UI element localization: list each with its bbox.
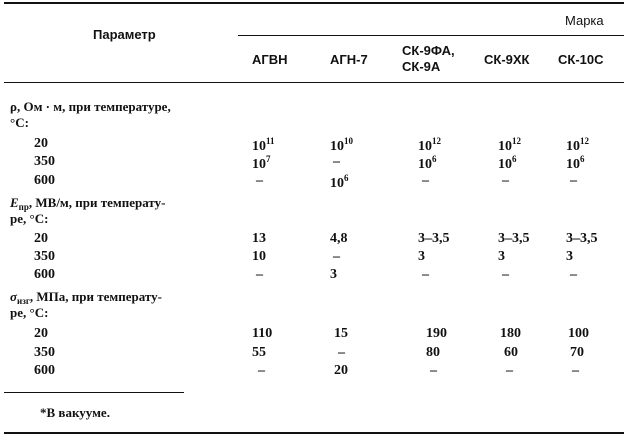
section-epr-unit: ре, °С: [10,211,49,226]
header-bottom-rule [4,82,624,83]
section-sigma-label: $\sigma_{изг}$, МПа, при температу- [10,289,162,306]
group-header: Марка [565,13,604,28]
table-cell: $10^{12}$ [566,136,589,154]
table-cell: – [333,249,340,264]
table-cell: 3 [330,267,337,282]
footnote: *В вакууме. [40,405,110,420]
table-cell: $10^{11}$ [252,136,275,154]
table-cell: – [572,363,579,378]
table-cell: $10^6$ [330,173,349,191]
table-cell: 4,8 [330,231,348,246]
rho-temp-350: 350 [34,154,55,169]
epr-temp-350: 350 [34,249,55,264]
col-header-sk9fa: СК-9ФА, [402,43,455,58]
table-cell: $10^6$ [498,154,517,172]
table-cell: 3 [498,249,505,264]
table-cell: – [422,267,429,282]
section-sigma-unit: ре, °С: [10,305,49,320]
table-cell: $10^{10}$ [330,136,353,154]
col-header-sk9hk: СК-9ХК [484,52,530,67]
table-cell: 60 [504,345,518,360]
table-cell: 110 [252,326,273,341]
table-cell: 3 [566,249,573,264]
section-rho-label: ρ, Ом · м, при температуре, [10,99,171,114]
col-header-agvn: АГВН [252,52,288,67]
table-cell: 55 [252,345,266,360]
table-cell: 13 [252,231,266,246]
epr-temp-600: 600 [34,267,55,282]
table-cell: – [502,173,509,188]
table-cell: 3–3,5 [498,231,530,246]
table-cell: $10^7$ [252,154,271,172]
table-cell: – [258,363,265,378]
table-cell: $10^{12}$ [498,136,521,154]
col-header-sk10s: СК-10С [558,52,604,67]
table-cell: – [333,154,340,169]
table-cell: – [570,267,577,282]
table-cell: 80 [426,345,440,360]
table-cell: 20 [334,363,348,378]
section-epr-label: $E_{пр}$, МВ/м, при температу- [10,195,166,212]
table-cell: $10^6$ [566,154,585,172]
rho-temp-600: 600 [34,173,55,188]
table-cell: 10 [252,249,266,264]
group-rule [238,35,624,36]
table-cell: 190 [426,326,447,341]
section-rho-unit: °С: [10,115,29,130]
param-header: Параметр [93,27,156,42]
table-cell: – [422,173,429,188]
table-cell: – [338,345,345,360]
rho-temp-20: 20 [34,136,48,151]
table-cell: 3–3,5 [418,231,450,246]
sigma-temp-20: 20 [34,326,48,341]
sigma-temp-600: 600 [34,363,55,378]
col-header-agn7: АГН-7 [330,52,368,67]
col-header-sk9a: СК-9А [402,59,441,74]
sigma-temp-350: 350 [34,345,55,360]
bottom-rule [4,432,624,434]
footnote-rule [4,392,184,393]
table-cell: – [506,363,513,378]
table-cell: 3–3,5 [566,231,598,246]
table-cell: $10^6$ [418,154,437,172]
table-cell: – [502,267,509,282]
table-cell: 180 [500,326,521,341]
table-cell: 100 [568,326,589,341]
top-rule [4,2,624,4]
table-cell: – [430,363,437,378]
table-cell: 70 [570,345,584,360]
table-cell: – [256,173,263,188]
table-cell: 15 [334,326,348,341]
table-cell: 3 [418,249,425,264]
epr-temp-20: 20 [34,231,48,246]
table-cell: – [256,267,263,282]
table-cell: – [570,173,577,188]
table-cell: $10^{12}$ [418,136,441,154]
